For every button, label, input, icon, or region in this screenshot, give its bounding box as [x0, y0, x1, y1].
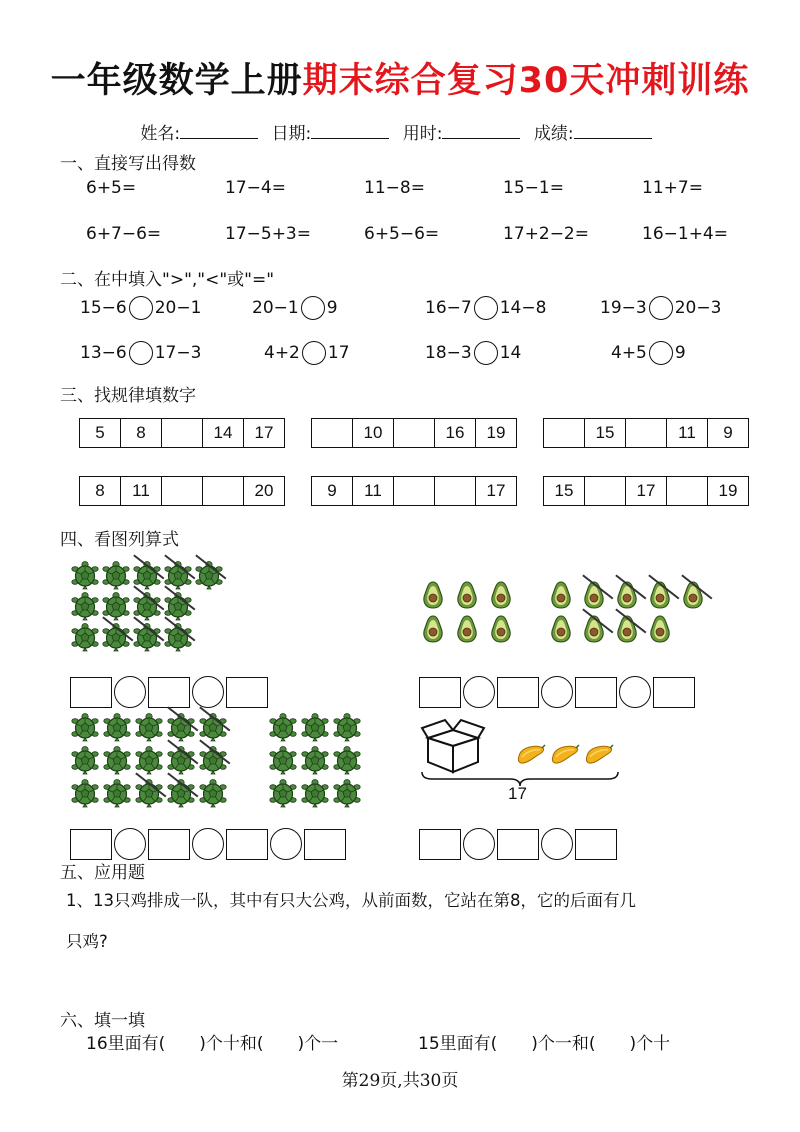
turtle-icon	[163, 560, 193, 590]
sequence-row	[311, 476, 517, 506]
turtle-icon	[101, 591, 131, 621]
turtle-icon	[268, 778, 298, 808]
sequence-cell[interactable]: 17	[486, 481, 506, 500]
turtle-icon	[268, 712, 298, 742]
mango-icon	[550, 744, 580, 770]
compare-right: 14	[499, 343, 522, 363]
turtle-grid	[70, 712, 230, 808]
answer-box[interactable]	[497, 829, 539, 860]
turtle-icon	[300, 745, 330, 775]
avocado-icon	[488, 614, 518, 644]
compare-right: 17−3	[154, 343, 202, 363]
score-blank[interactable]	[574, 124, 652, 139]
turtle-icon	[101, 622, 131, 652]
compare-left: 15−6	[80, 298, 127, 318]
calc-item: 6+5−6=	[364, 224, 440, 244]
answer-box[interactable]	[226, 677, 268, 708]
compare-item	[611, 341, 686, 365]
sequence-row	[311, 418, 517, 448]
turtle-icon	[70, 712, 100, 742]
compare-right: 20−1	[154, 298, 202, 318]
name-blank[interactable]	[180, 124, 258, 139]
sequence-cell[interactable]: 15	[585, 419, 626, 447]
sequence-cell[interactable]: 10	[353, 419, 394, 447]
turtle-grid	[70, 560, 225, 652]
fill-in-item-2: 15里面有( )个一和( )个十	[418, 1034, 671, 1054]
operator-circle[interactable]	[541, 828, 573, 860]
turtle-icon	[268, 745, 298, 775]
operator-circle[interactable]	[619, 676, 651, 708]
operator-circle[interactable]	[114, 676, 146, 708]
turtle-icon	[332, 745, 362, 775]
equation-answer-2	[419, 676, 695, 708]
turtle-icon	[332, 712, 362, 742]
operator-circle[interactable]	[463, 828, 495, 860]
sequence-cell[interactable]: 9	[723, 423, 733, 442]
section-6-heading: 六、填一填	[60, 1011, 145, 1031]
total-label: 17	[508, 784, 527, 803]
compare-right: 9	[326, 298, 338, 318]
word-problem-line-1: 1、13只鸡排成一队，其中有只大公鸡，从前面数，它站在第8，它的后面有几	[66, 891, 636, 910]
turtle-icon	[134, 778, 164, 808]
answer-box[interactable]	[70, 829, 112, 860]
compare-left: 19−3	[600, 298, 647, 318]
sequence-cell[interactable]	[667, 477, 708, 505]
sequence-cell[interactable]: 19	[718, 481, 738, 500]
date-label: 日期:	[271, 124, 312, 144]
sequence-row	[543, 418, 749, 448]
section-1-heading: 一、直接写出得数	[60, 154, 196, 174]
turtle-group-2	[70, 712, 230, 808]
word-problem-line-2: 只鸡?	[66, 932, 108, 951]
compare-item	[425, 296, 546, 320]
avocado-icon	[647, 580, 677, 610]
compare-item	[425, 341, 521, 365]
avocado-icon	[454, 614, 484, 644]
answer-box[interactable]	[419, 829, 461, 860]
turtle-icon	[70, 745, 100, 775]
sequence-cell[interactable]: 15	[544, 477, 585, 505]
title-part2: 期末综合复习30天冲刺训练	[302, 61, 750, 101]
avocado-icon	[614, 580, 644, 610]
compare-item	[80, 296, 201, 320]
calc-item: 11+7=	[642, 178, 703, 198]
compare-item	[264, 341, 350, 365]
calc-item: 17+2−2=	[503, 224, 589, 244]
sequence-row	[79, 418, 285, 448]
answer-box[interactable]	[419, 677, 461, 708]
mango-icon	[584, 744, 614, 770]
turtle-icon	[300, 778, 330, 808]
answer-box[interactable]	[575, 677, 617, 708]
turtle-icon	[166, 778, 196, 808]
section-5-heading: 五、应用题	[60, 863, 145, 883]
turtle-icon	[198, 778, 228, 808]
calc-item: 17−4=	[225, 178, 286, 198]
avocado-grid	[420, 580, 522, 644]
answer-box[interactable]	[226, 829, 268, 860]
avocado-icon	[454, 580, 484, 610]
compare-left: 4+2	[264, 343, 300, 363]
turtle-icon	[194, 560, 224, 590]
compare-right: 20−3	[674, 298, 722, 318]
sequence-cell[interactable]: 8	[121, 419, 162, 447]
compare-left: 4+5	[611, 343, 647, 363]
section-3-heading: 三、找规律填数字	[60, 386, 196, 406]
answer-box[interactable]	[148, 677, 190, 708]
sequence-cell[interactable]: 9	[312, 477, 353, 505]
turtle-group-3	[268, 712, 364, 808]
calc-item: 17−5+3=	[225, 224, 311, 244]
compare-circle[interactable]	[301, 296, 325, 320]
turtle-icon	[70, 778, 100, 808]
turtle-icon	[163, 622, 193, 652]
operator-circle[interactable]	[192, 828, 224, 860]
operator-circle[interactable]	[463, 676, 495, 708]
time-label: 用时:	[402, 124, 443, 144]
equation-answer-4	[419, 828, 617, 860]
turtle-icon	[163, 591, 193, 621]
avocado-icon	[647, 614, 677, 644]
page-title	[0, 61, 800, 101]
turtle-icon	[198, 712, 228, 742]
sequence-cell[interactable]: 19	[486, 423, 506, 442]
sequence-row	[79, 476, 285, 506]
calc-item: 11−8=	[364, 178, 425, 198]
sequence-cell[interactable]: 8	[80, 477, 121, 505]
mango-icon	[516, 744, 546, 770]
sequence-cell[interactable]: 5	[80, 419, 121, 447]
turtle-icon	[102, 778, 132, 808]
sequence-cell[interactable]: 11	[353, 477, 394, 505]
turtle-icon	[166, 712, 196, 742]
calc-item: 6+5=	[86, 178, 137, 198]
answer-box[interactable]	[497, 677, 539, 708]
compare-left: 16−7	[425, 298, 472, 318]
answer-box[interactable]	[653, 677, 695, 708]
sequence-cell[interactable]: 11	[121, 477, 162, 505]
compare-circle[interactable]	[649, 341, 673, 365]
sequence-cell[interactable]	[162, 419, 203, 447]
section-4-heading: 四、看图列算式	[60, 530, 179, 550]
compare-left: 13−6	[80, 343, 127, 363]
calc-item: 16−1+4=	[642, 224, 728, 244]
turtle-icon	[102, 712, 132, 742]
compare-item	[252, 296, 338, 320]
answer-box[interactable]	[70, 677, 112, 708]
turtle-icon	[300, 712, 330, 742]
turtle-grid	[268, 712, 364, 808]
avocado-icon	[581, 580, 611, 610]
sequence-cell[interactable]	[435, 477, 476, 505]
operator-circle[interactable]	[192, 676, 224, 708]
turtle-icon	[70, 622, 100, 652]
title-part1: 一年级数学上册	[50, 61, 303, 101]
equation-answer-3	[70, 828, 346, 860]
sequence-cell[interactable]: 14	[203, 419, 244, 447]
avocado-grid	[548, 580, 713, 644]
operator-circle[interactable]	[541, 676, 573, 708]
score-label: 成绩:	[533, 124, 574, 144]
equation-answer-1	[70, 676, 268, 708]
avocado-icon	[680, 580, 710, 610]
turtle-icon	[70, 591, 100, 621]
turtle-icon	[132, 591, 162, 621]
compare-circle[interactable]	[302, 341, 326, 365]
compare-right: 17	[327, 343, 350, 363]
avocado-icon	[420, 614, 450, 644]
empty-slot	[194, 591, 224, 621]
compare-item	[80, 341, 201, 365]
turtle-icon	[198, 745, 228, 775]
name-label: 姓名:	[140, 124, 181, 144]
date-blank[interactable]	[311, 124, 389, 139]
turtle-icon	[70, 560, 100, 590]
avocado-icon	[420, 580, 450, 610]
calc-item: 6+7−6=	[86, 224, 162, 244]
answer-box[interactable]	[304, 829, 346, 860]
operator-circle[interactable]	[270, 828, 302, 860]
sequence-row	[543, 476, 749, 506]
fill-in-item-1: 16里面有( )个十和( )个一	[86, 1034, 339, 1054]
sequence-cell[interactable]	[203, 477, 244, 505]
sequence-cell[interactable]: 17	[626, 477, 667, 505]
turtle-icon	[101, 560, 131, 590]
time-blank[interactable]	[442, 124, 520, 139]
compare-right: 14−8	[499, 298, 547, 318]
avocado-icon	[488, 580, 518, 610]
avocado-icon	[548, 580, 578, 610]
sequence-cell[interactable]	[162, 477, 203, 505]
sequence-cell[interactable]	[626, 419, 667, 447]
mango-group	[516, 744, 614, 770]
sequence-cell[interactable]	[312, 419, 353, 447]
turtle-icon	[134, 745, 164, 775]
avocado-group-1	[420, 580, 522, 644]
compare-right: 9	[674, 343, 686, 363]
compare-left: 18−3	[425, 343, 472, 363]
answer-box[interactable]	[575, 829, 617, 860]
answer-box[interactable]	[148, 829, 190, 860]
turtle-icon	[132, 560, 162, 590]
compare-circle[interactable]	[129, 341, 153, 365]
compare-circle[interactable]	[649, 296, 673, 320]
compare-circle[interactable]	[474, 296, 498, 320]
section-2-heading: 二、在中填入">","<"或"="	[60, 270, 275, 290]
compare-left: 20−1	[252, 298, 299, 318]
avocado-group-2	[548, 580, 713, 644]
sequence-cell[interactable]	[394, 477, 435, 505]
calc-item: 15−1=	[503, 178, 564, 198]
compare-circle[interactable]	[474, 341, 498, 365]
box-icon	[420, 716, 486, 778]
sequence-cell[interactable]	[394, 419, 435, 447]
sequence-cell[interactable]: 11	[667, 419, 708, 447]
avocado-icon	[581, 614, 611, 644]
sequence-cell[interactable]: 20	[254, 481, 274, 500]
page-footer: 第29页,共30页	[341, 1071, 459, 1091]
sequence-cell[interactable]	[544, 419, 585, 447]
turtle-icon	[332, 778, 362, 808]
turtle-group-1	[70, 560, 225, 652]
compare-item	[600, 296, 721, 320]
operator-circle[interactable]	[114, 828, 146, 860]
sequence-cell[interactable]: 16	[435, 419, 476, 447]
turtle-icon	[134, 712, 164, 742]
empty-slot	[194, 622, 224, 652]
turtle-icon	[102, 745, 132, 775]
student-info-row	[0, 124, 800, 143]
turtle-icon	[132, 622, 162, 652]
avocado-icon	[548, 614, 578, 644]
turtle-icon	[166, 745, 196, 775]
sequence-cell[interactable]: 17	[254, 423, 274, 442]
avocado-icon	[614, 614, 644, 644]
compare-circle[interactable]	[129, 296, 153, 320]
sequence-cell[interactable]	[585, 477, 626, 505]
